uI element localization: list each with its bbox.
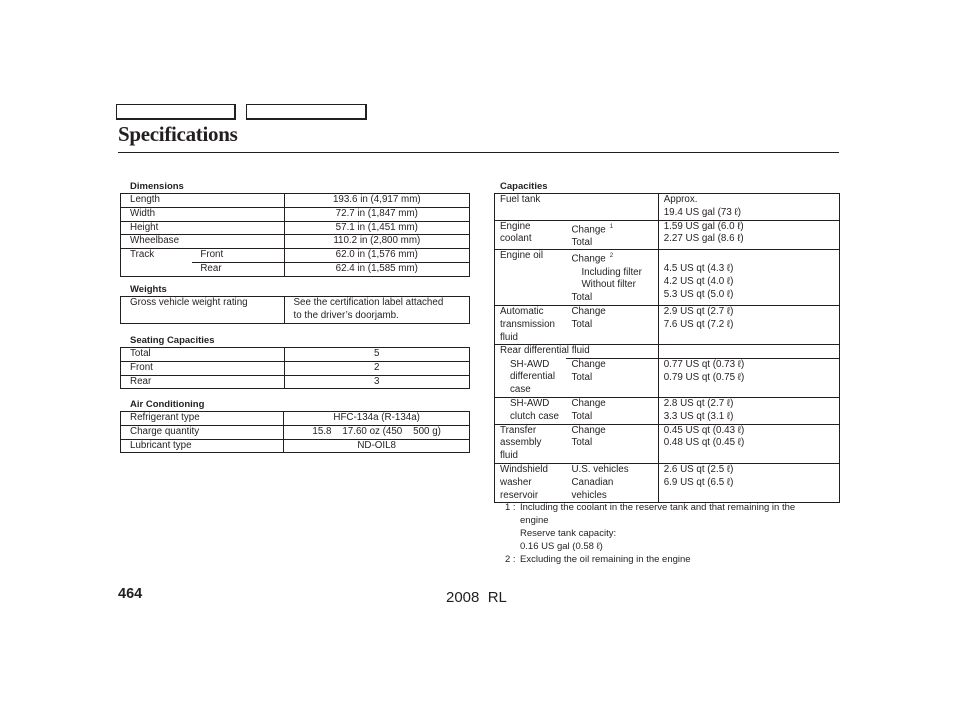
row-value <box>658 345 839 359</box>
value-line: 0.48 US qt (0.45 ℓ) <box>663 437 745 449</box>
footnote-marker: 1 <box>609 223 614 230</box>
footnote <box>505 501 795 553</box>
row-label: Total <box>121 348 285 362</box>
weights-table <box>120 296 470 324</box>
table-row <box>495 305 840 344</box>
table-row <box>121 361 470 375</box>
row-value <box>658 359 839 398</box>
row-label: Rear differential fluid <box>495 345 659 359</box>
value-line: 4.5 US qt (4.3 ℓ) <box>663 263 734 275</box>
row-value: 110.2 in (2,800 mm) <box>284 235 469 249</box>
sublabel-text: Canadian <box>571 476 614 488</box>
table-row <box>121 412 470 426</box>
row-label: Length <box>121 194 285 208</box>
row-label: Rear <box>121 375 285 389</box>
table-row <box>121 425 470 439</box>
row-label: Gross vehicle weight rating <box>121 297 285 324</box>
label-line: case <box>510 384 531 396</box>
label-line: coolant <box>500 233 532 245</box>
row-sublabel <box>566 463 658 502</box>
footnote-key: 2 : <box>505 554 516 565</box>
label-line: fluid <box>500 331 518 343</box>
table-row <box>121 207 470 221</box>
value-line: 2.27 US gal (8.6 ℓ) <box>663 233 744 245</box>
label-line: Engine <box>500 220 531 232</box>
value-line: 2.6 US qt (2.5 ℓ) <box>663 463 734 475</box>
footnote-line: engine <box>520 515 549 526</box>
table-row <box>495 345 840 359</box>
table-row <box>121 375 470 389</box>
sublabel-text: Change <box>571 424 606 436</box>
sublabel-text: Including filter <box>581 266 642 278</box>
row-label <box>495 424 567 463</box>
footnote-key: 1 : <box>505 502 516 513</box>
air-conditioning-table <box>120 411 470 453</box>
label-line: SH-AWD <box>510 397 550 409</box>
footnote-line: Excluding the oil remaining in the engine <box>520 554 691 565</box>
row-sublabel <box>566 359 658 398</box>
sublabel-text: U.S. vehicles <box>571 463 629 475</box>
value-line: to the driver’s doorjamb. <box>293 309 399 321</box>
capacities-table <box>494 193 840 503</box>
table-row <box>495 463 840 502</box>
row-value <box>658 194 839 221</box>
model-footer: 2008 RL <box>446 589 507 606</box>
sublabel-text: Total <box>571 292 593 304</box>
label-line: reservoir <box>500 489 539 501</box>
row-label <box>495 359 567 398</box>
table-row <box>495 359 840 398</box>
row-label: Refrigerant type <box>121 412 284 426</box>
row-sublabel <box>566 220 658 250</box>
footnotes <box>505 501 795 566</box>
label-line: Automatic <box>500 305 544 317</box>
row-value: 3 <box>284 375 469 389</box>
row-label <box>495 305 567 344</box>
row-label: Height <box>121 221 285 235</box>
row-sublabel <box>566 424 658 463</box>
table-row <box>121 297 470 324</box>
row-label: Wheelbase <box>121 235 285 249</box>
table-row <box>121 194 470 208</box>
label-line: fluid <box>500 450 518 462</box>
table-row <box>495 220 840 250</box>
table-row <box>495 397 840 424</box>
sublabel-text: Total <box>571 236 593 248</box>
table-row <box>121 235 470 249</box>
row-label: Engine oil <box>495 250 567 305</box>
row-value <box>284 297 470 324</box>
table-row <box>121 348 470 362</box>
dimensions-table <box>120 193 470 277</box>
sublabel-text: Change <box>571 223 606 235</box>
table-row <box>495 424 840 463</box>
table-row <box>495 250 840 305</box>
value-line: 5.3 US qt (5.0 ℓ) <box>663 288 734 300</box>
sublabel-text: Total <box>571 371 593 383</box>
value-line: Approx. <box>663 194 698 205</box>
label-line: washer <box>500 476 532 488</box>
label-line: differential <box>510 371 556 383</box>
sublabel-text: vehicles <box>571 489 607 501</box>
row-value <box>658 424 839 463</box>
weights-heading: Weights <box>130 284 167 295</box>
row-value <box>658 463 839 502</box>
page-title: Specifications <box>118 122 238 146</box>
row-value: 62.0 in (1,576 mm) <box>284 249 469 263</box>
row-value <box>658 397 839 424</box>
table-row <box>121 221 470 235</box>
row-value <box>658 305 839 344</box>
table-row <box>121 249 470 263</box>
value-line: See the certification label attached <box>293 297 444 308</box>
dimensions-heading: Dimensions <box>130 181 184 192</box>
table-row <box>495 194 840 221</box>
sublabel-text: Change <box>571 359 606 371</box>
value-line: 2.9 US qt (2.7 ℓ) <box>663 305 734 317</box>
footnote <box>505 553 795 566</box>
sublabel-text: Change <box>571 253 606 265</box>
footnote-line: 0.16 US gal (0.58 ℓ) <box>520 541 603 552</box>
row-label <box>495 397 567 424</box>
row-sublabel: Front <box>192 249 284 263</box>
row-label: Fuel tank <box>495 194 659 221</box>
title-divider <box>118 152 839 153</box>
air-conditioning-heading: Air Conditioning <box>130 399 205 410</box>
label-line: transmission <box>500 318 555 330</box>
value-line: 7.6 US qt (7.2 ℓ) <box>663 318 734 330</box>
row-label: Charge quantity <box>121 425 284 439</box>
sublabel-text: Total <box>571 410 593 422</box>
row-value: 15.8 17.60 oz (450 500 g) <box>284 425 470 439</box>
row-value: HFC-134a (R-134a) <box>284 412 470 426</box>
seating-heading: Seating Capacities <box>130 335 215 346</box>
footnote-marker: 2 <box>609 253 614 260</box>
header-tab-right <box>246 104 367 120</box>
row-value: 5 <box>284 348 469 362</box>
page-number: 464 <box>118 586 143 602</box>
value-line: 6.9 US qt (6.5 ℓ) <box>663 476 734 488</box>
value-line: 1.59 US gal (6.0 ℓ) <box>663 220 744 232</box>
label-line: assembly <box>500 437 542 449</box>
row-value <box>658 250 839 305</box>
value-line: 0.77 US qt (0.73 ℓ) <box>663 359 745 371</box>
row-label: Track <box>121 249 193 277</box>
sublabel-text: Without filter <box>581 279 636 291</box>
row-value: 57.1 in (1,451 mm) <box>284 221 469 235</box>
label-line: SH-AWD <box>510 358 550 370</box>
value-line: 3.3 US qt (3.1 ℓ) <box>663 410 734 422</box>
value-line: 4.2 US qt (4.0 ℓ) <box>663 276 734 288</box>
row-label: Width <box>121 207 285 221</box>
row-label: Front <box>121 361 285 375</box>
sublabel-text: Change <box>571 305 606 317</box>
footnote-line: Including the coolant in the reserve tank and that remaining in the <box>520 502 796 513</box>
row-value: 72.7 in (1,847 mm) <box>284 207 469 221</box>
sublabel-text: Total <box>571 318 593 330</box>
row-label <box>495 463 567 502</box>
row-value: ND-OIL8 <box>284 439 470 453</box>
label-line: Windshield <box>500 463 548 475</box>
value-line: 2.8 US qt (2.7 ℓ) <box>663 397 734 409</box>
value-line: 0.45 US qt (0.43 ℓ) <box>663 424 745 436</box>
row-label <box>495 220 567 250</box>
row-label: Lubricant type <box>121 439 284 453</box>
seating-table <box>120 347 470 389</box>
row-sublabel <box>566 250 658 305</box>
header-tab-left <box>116 104 236 120</box>
row-value <box>658 220 839 250</box>
sublabel-text: Total <box>571 437 593 449</box>
label-line: Transfer <box>500 424 537 436</box>
footnote-line: Reserve tank capacity: <box>520 528 617 539</box>
row-value: 2 <box>284 361 469 375</box>
row-value: 193.6 in (4,917 mm) <box>284 194 469 208</box>
label-line: clutch case <box>510 410 560 422</box>
row-sublabel <box>566 305 658 344</box>
row-value: 62.4 in (1,585 mm) <box>284 262 469 276</box>
sublabel-text: Change <box>571 397 606 409</box>
value-line: 0.79 US qt (0.75 ℓ) <box>663 371 745 383</box>
row-sublabel: Rear <box>192 262 284 276</box>
table-row <box>121 439 470 453</box>
capacities-heading: Capacities <box>500 181 548 192</box>
row-sublabel <box>566 397 658 424</box>
value-line: 19.4 US gal (73 ℓ) <box>663 206 741 218</box>
